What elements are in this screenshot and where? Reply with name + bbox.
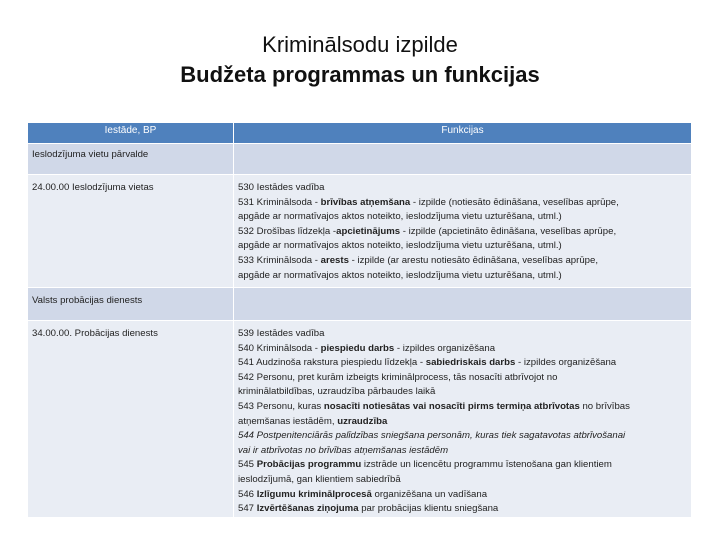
function-text: vai ir atbrīvotas no brīvības atņemšanas iestādēm bbox=[238, 444, 449, 456]
table-row bbox=[28, 288, 692, 321]
header-functions: Funkcijas bbox=[234, 123, 692, 144]
function-line bbox=[238, 342, 687, 357]
function-line bbox=[238, 371, 687, 386]
function-text: - izpilde (ar arestu notiesāto ēdināšana, veselības aprūpe, bbox=[348, 254, 598, 266]
function-text: - izpildes organizēšana bbox=[515, 357, 617, 369]
function-text: ieslodzījumā, gan klientiem sabiedrībā bbox=[238, 473, 401, 485]
function-text: piespiedu darbs bbox=[320, 342, 395, 354]
function-text: Probācijas programmu bbox=[256, 459, 362, 471]
programs-table bbox=[27, 122, 692, 518]
function-text: 542 Personu, pret kurām izbeigts kriminālprocess, tās nosacīti atbrīvojot no bbox=[238, 371, 558, 383]
function-line bbox=[238, 400, 687, 415]
table-row bbox=[28, 175, 692, 288]
section-label: Ieslodzījuma vietu pārvalde bbox=[28, 144, 234, 175]
functions-cell bbox=[234, 321, 692, 518]
function-text: Izvērtēšanas ziņojuma bbox=[256, 503, 359, 515]
function-text: par probācijas klientu sniegšana bbox=[358, 503, 499, 515]
function-text: - izpildes organizēšana bbox=[394, 342, 496, 354]
institution-cell: 34.00.00. Probācijas dienests bbox=[28, 321, 234, 518]
function-line bbox=[238, 210, 687, 225]
function-text: apcietinājums bbox=[336, 225, 401, 237]
function-text: 546 bbox=[238, 488, 257, 500]
section-label: Valsts probācijas dienests bbox=[28, 288, 234, 321]
function-text: izstrāde un licencētu programmu īstenošana gan klientiem bbox=[361, 459, 612, 471]
functions-cell bbox=[234, 175, 692, 288]
institution-cell: 24.00.00 Ieslodzījuma vietas bbox=[28, 175, 234, 288]
function-text: no brīvības bbox=[579, 400, 630, 412]
function-text: 533 Kriminālsoda - bbox=[238, 254, 321, 266]
function-text: 544 Postpenitenciārās palīdzības sniegšana personām, kuras tiek sagatavotas atbrīvošanai bbox=[238, 430, 626, 442]
function-line bbox=[238, 225, 687, 240]
function-line bbox=[238, 254, 687, 269]
function-text: 543 Personu, kuras bbox=[238, 400, 324, 412]
function-text: arests bbox=[320, 254, 349, 266]
function-text: 532 Drošības līdzekļa - bbox=[238, 225, 337, 237]
function-line bbox=[238, 181, 687, 196]
function-line bbox=[238, 385, 687, 400]
function-text: uzraudzība bbox=[337, 415, 388, 427]
function-line bbox=[238, 196, 687, 211]
function-text: 539 Iestādes vadība bbox=[238, 328, 325, 339]
function-text: organizēšana un vadīšana bbox=[371, 488, 488, 500]
function-line bbox=[238, 473, 687, 488]
function-text: 547 bbox=[238, 503, 257, 515]
function-text: apgāde ar normatīvajos aktos noteikto, ieslodzījuma vietu uzturēšana, utml.) bbox=[238, 269, 562, 281]
table-row bbox=[28, 144, 692, 175]
function-line bbox=[238, 444, 687, 459]
slide-title bbox=[0, 30, 720, 90]
function-text: 530 Iestādes vadība bbox=[238, 182, 325, 193]
function-text: - izpilde (notiesāto ēdināšana, veselības aprūpe, bbox=[410, 196, 619, 208]
function-line bbox=[238, 327, 687, 342]
function-text: 531 Kriminālsoda - bbox=[238, 196, 321, 208]
table-row bbox=[28, 321, 692, 518]
title-line-1: Kriminālsodu izpilde bbox=[262, 32, 458, 57]
function-text: apgāde ar normatīvajos aktos noteikto, ieslodzījuma vietu uzturēšana, utml.) bbox=[238, 211, 562, 223]
function-text: - izpilde (apcietināto ēdināšana, veselības aprūpe, bbox=[400, 225, 617, 237]
function-text: apgāde ar normatīvajos aktos noteikto, ieslodzījuma vietu uzturēšana, utml.) bbox=[238, 240, 562, 252]
function-text: kriminālatbildības, uzraudzība pārbaudes laikā bbox=[238, 386, 436, 398]
function-text: Izlīgumu kriminālprocesā bbox=[256, 488, 372, 500]
function-text: 540 Kriminālsoda - bbox=[238, 342, 321, 354]
function-text: atņemšanas iestādēm, bbox=[238, 415, 338, 427]
title-line-2: Budžeta programmas un funkcijas bbox=[180, 62, 540, 87]
function-text: 545 bbox=[238, 459, 257, 471]
function-text: brīvības atņemšana bbox=[320, 196, 411, 208]
function-line bbox=[238, 502, 687, 517]
empty-cell bbox=[234, 144, 692, 175]
function-line bbox=[238, 239, 687, 254]
table-header-row bbox=[28, 123, 692, 144]
function-text: nosacīti notiesātas vai nosacīti pirms termiņa atbrīvotas bbox=[323, 400, 580, 412]
header-institution: Iestāde, BP bbox=[28, 123, 234, 144]
function-line bbox=[238, 415, 687, 430]
function-line bbox=[238, 269, 687, 284]
function-text: sabiedriskais darbs bbox=[425, 357, 516, 369]
function-line bbox=[238, 429, 687, 444]
function-text: 541 Audzinoša rakstura piespiedu līdzekļa - bbox=[238, 357, 426, 369]
empty-cell bbox=[234, 288, 692, 321]
function-line bbox=[238, 458, 687, 473]
function-line bbox=[238, 488, 687, 503]
function-line bbox=[238, 356, 687, 371]
